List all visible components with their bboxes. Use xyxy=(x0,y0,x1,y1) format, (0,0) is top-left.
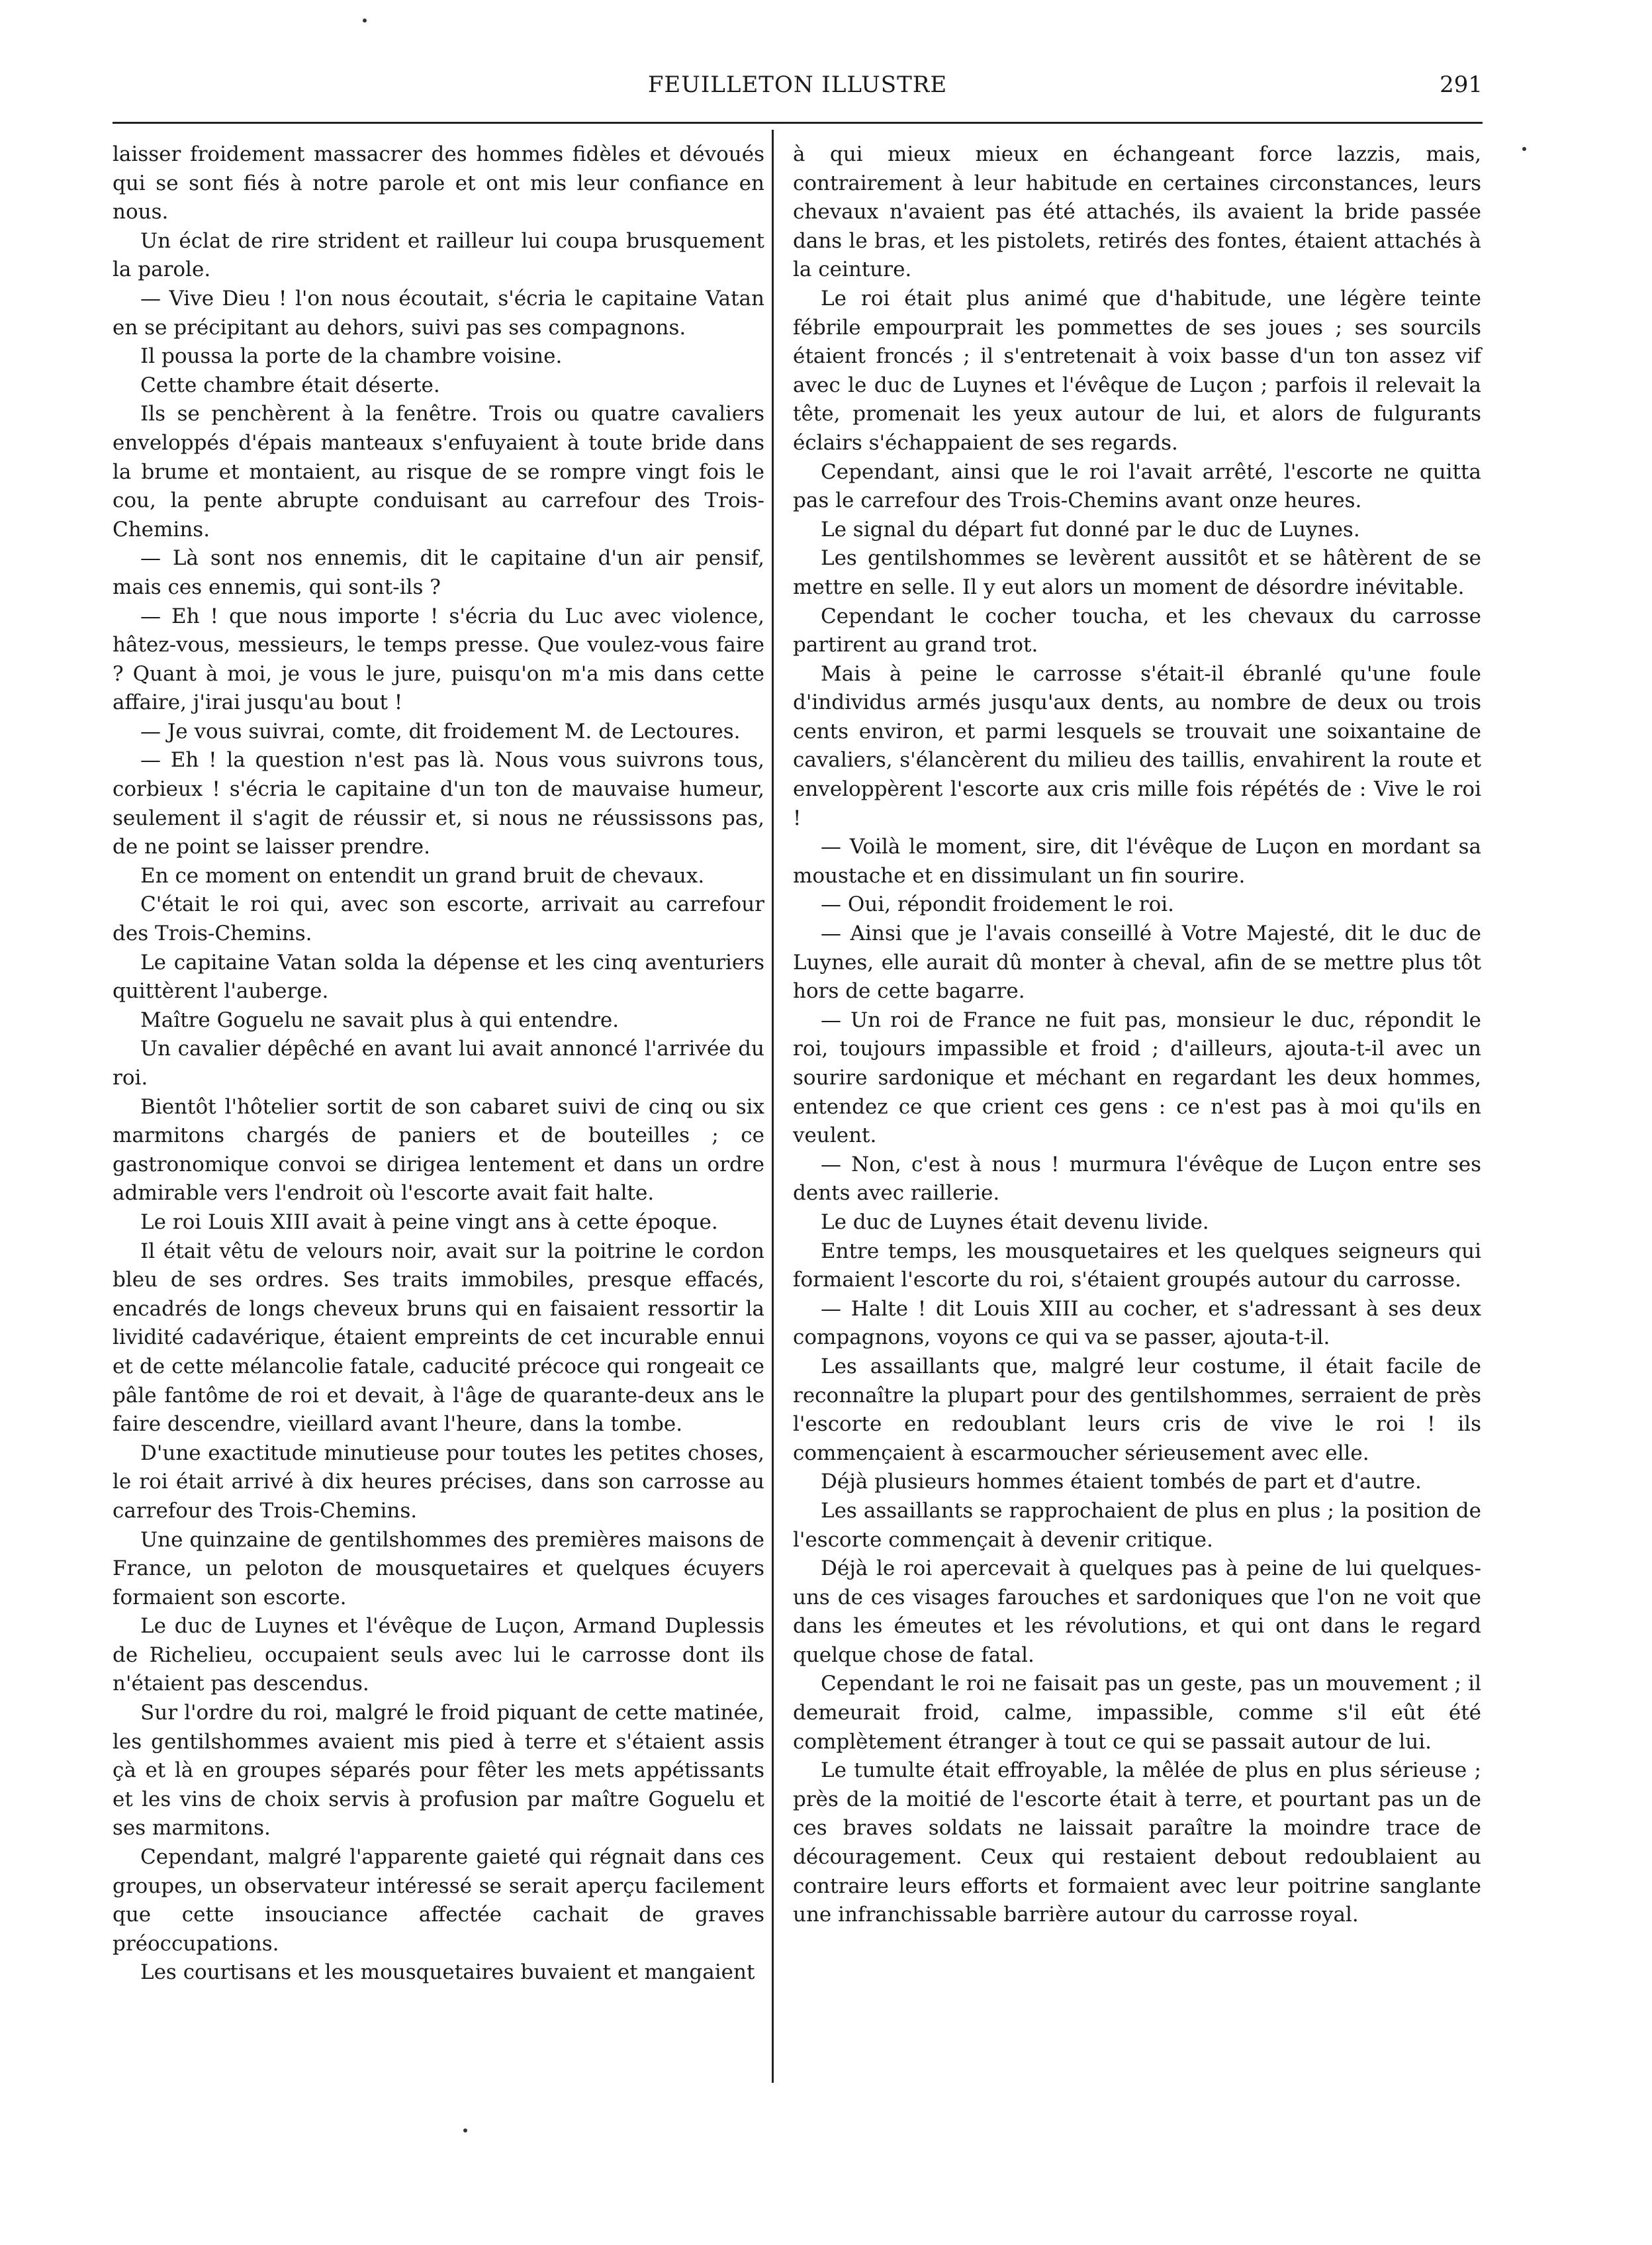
paragraph: Les gentilshommes se levèrent aussitôt et se hâtèrent de se mettre en selle. Il y eut alors un moment de désordre inévitable. xyxy=(793,546,1481,599)
paragraph: — Un roi de France ne fuit pas, monsieur le duc, répondit le roi, toujours impassible et froid ; d'ailleurs, ajouta-t-il avec un sourire sardonique et méchant en regardant les deux hommes, entendez ce que crient ces gens : ce n'est pas à moi qu'ils en veulent. xyxy=(793,1008,1481,1148)
paragraph: Entre temps, les mousquetaires et les quelques seigneurs qui formaient l'escorte du roi, s'étaient groupés autour du carrosse. xyxy=(793,1239,1481,1292)
paragraph: En ce moment on entendit un grand bruit de chevaux. xyxy=(140,863,705,888)
paragraph: D'une exactitude minutieuse pour toutes les petites choses, le roi était arrivé à dix heures précises, dans son carrosse au carrefour des Trois-Chemins. xyxy=(113,1441,764,1523)
right-column xyxy=(793,140,1481,1930)
paragraph: Il poussa la porte de la chambre voisine. xyxy=(140,344,563,369)
paragraph: C'était le roi qui, avec son escorte, arrivait au carrefour des Trois-Chemins. xyxy=(113,892,764,946)
paragraph: — Voilà le moment, sire, dit l'évêque de Luçon en mordant sa moustache et en dissimulant un fin sourire. xyxy=(793,835,1481,888)
paragraph: — Oui, répondit froidement le roi. xyxy=(821,892,1175,917)
paragraph: Cette chambre était déserte. xyxy=(140,373,440,397)
paragraph: Les assaillants que, malgré leur costume, il était facile de reconnaître la plupart pour des gentilshommes, serraient de près l'escorte en redoublant leurs cris de vive le roi ! ils commençaient à escarmoucher sérieusement avec elle. xyxy=(793,1354,1481,1465)
paragraph: — Halte ! dit Louis XIII au cocher, et s'adressant à ses deux compagnons, voyons ce qui va se passer, ajouta-t-il. xyxy=(793,1296,1481,1350)
paragraph: Les assaillants se rapprochaient de plus en plus ; la position de l'escorte commençait à devenir critique. xyxy=(793,1498,1481,1552)
page-number: 291 xyxy=(1440,72,1483,98)
paragraph: Maître Goguelu ne savait plus à qui entendre. xyxy=(140,1008,620,1032)
paragraph: Le tumulte était effroyable, la mêlée de plus en plus sérieuse ; près de la moitié de l'escorte était à terre, et pourtant pas un de ces braves soldats ne laissait paraître la moindre trace de découragement. Ceux qui restaient debout redoublaient au contraire leurs efforts et formaient avec leur poitrine sanglante une infranchissable barrière autour du carrosse royal. xyxy=(793,1758,1481,1927)
paragraph: — Eh ! que nous importe ! s'écria du Luc avec violence, hâtez-vous, messieurs, le temps presse. Que voulez-vous faire ? Quant à moi, je vous le jure, puisqu'on m'a mis dans cette affaire, j'irai jusqu'au bout ! xyxy=(113,604,764,715)
paragraph: Cependant, malgré l'apparente gaieté qui régnait dans ces groupes, un observateur intéressé se serait aperçu facilement que cette insouciance affectée cachait de graves préoccupations. xyxy=(113,1845,764,1956)
paragraph: Cependant le cocher toucha, et les chevaux du carrosse partirent au grand trot. xyxy=(793,604,1481,657)
paragraph: Déjà le roi apercevait à quelques pas à peine de lui quelques-uns de ces visages farouches et sardoniques que l'on ne voit que dans les émeutes et les révolutions, et qui ont dans le regard quelque chose de fatal. xyxy=(793,1556,1481,1667)
paragraph: Cependant le roi ne faisait pas un geste, pas un mouvement ; il demeurait froid, calme, impassible, comme s'il eût été complètement étranger à tout ce qui se passait autour de lui. xyxy=(793,1672,1481,1754)
paragraph: Le capitaine Vatan solda la dépense et les cinq aventuriers quittèrent l'auberge. xyxy=(113,950,764,1004)
paragraph: Les courtisans et les mousquetaires buvaient et mangaient xyxy=(140,1960,755,1985)
paragraph: — Vive Dieu ! l'on nous écoutait, s'écria le capitaine Vatan en se précipitant au dehors, suivi pas ses compagnons. xyxy=(113,286,764,340)
paragraph: — Non, c'est à nous ! murmura l'évêque de Luçon entre ses dents avec raillerie. xyxy=(793,1152,1481,1206)
paragraph: — Là sont nos ennemis, dit le capitaine d'un air pensif, mais ces ennemis, qui sont-ils ? xyxy=(113,546,764,599)
paragraph: Déjà plusieurs hommes étaient tombés de part et d'autre. xyxy=(821,1470,1422,1494)
paragraph: Cependant, ainsi que le roi l'avait arrêté, l'escorte ne quitta pas le carrefour des Trois-Chemins avant onze heures. xyxy=(793,459,1481,513)
paragraph: Le roi Louis XIII avait à peine vingt ans à cette époque. xyxy=(140,1210,718,1234)
paragraph: laisser froidement massacrer des hommes fidèles et dévoués qui se sont fiés à notre parole et ont mis leur confiance en nous. xyxy=(113,142,764,224)
paragraph: Un éclat de rire strident et railleur lui coupa brusquement la parole. xyxy=(113,228,764,282)
paragraph: Le roi était plus animé que d'habitude, une légère teinte fébrile empourprait les pommettes de ses joues ; ses sourcils étaient froncés ; il s'entretenait à voix basse d'un ton assez vif avec le duc de Luynes et l'évêque de Luçon ; parfois il relevait la tête, promenait les yeux autour de lui, et alors de fulgurants éclairs s'échappaient de ses regards. xyxy=(793,286,1481,455)
paragraph: Mais à peine le carrosse s'était-il ébranlé qu'une foule d'individus armés jusqu'aux dents, au nombre de deux ou trois cents environ, et parmi lesquels se trouvait une soixantaine de cavaliers, s'élancèrent du milieu des taillis, envahirent la route et enveloppèrent l'escorte aux cris mille fois répétés de : Vive le roi ! xyxy=(793,661,1481,830)
running-title: FEUILLETON ILLUSTRE xyxy=(647,72,948,98)
paragraph: Sur l'ordre du roi, malgré le froid piquant de cette matinée, les gentilshommes avaient mis pied à terre et s'étaient assis çà et là en groupes séparés pour fêter les mets appétissants et les vins de choix servis à profusion par maître Goguelu et ses marmitons. xyxy=(113,1701,764,1840)
print-speck xyxy=(1522,147,1526,151)
paragraph: — Ainsi que je l'avais conseillé à Votre Majesté, dit le duc de Luynes, elle aurait dû monter à cheval, afin de se mettre plus tôt hors de cette bagarre. xyxy=(793,922,1481,1004)
left-column xyxy=(113,140,764,1987)
paragraph: Bientôt l'hôtelier sortit de son cabaret suivi de cinq ou six marmitons chargés de paniers et de bouteilles ; ce gastronomique convoi se dirigea lentement et dans un ordre admirable vers l'endroit où l'escorte avait fait halte. xyxy=(113,1094,764,1206)
paragraph: — Je vous suivrai, comte, dit froidement M. de Lectoures. xyxy=(140,719,741,743)
paragraph: Un cavalier dépêché en avant lui avait annoncé l'arrivée du roi. xyxy=(113,1037,764,1090)
print-speck xyxy=(363,19,367,23)
paragraph: Le signal du départ fut donné par le duc de Luynes. xyxy=(821,517,1360,542)
paragraph: Le duc de Luynes était devenu livide. xyxy=(821,1210,1209,1234)
paragraph: Une quinzaine de gentilshommes des premières maisons de France, un peloton de mousquetaires et quelques écuyers formaient son escorte. xyxy=(113,1527,764,1609)
paragraph: à qui mieux mieux en échangeant force lazzis, mais, contrairement à leur habitude en certaines circonstances, leurs chevaux n'avaient pas été attachés, ils avaient la bride passée dans le bras, et les pistolets, retirés des fontes, étaient attachés à la ceinture. xyxy=(793,142,1481,282)
page-header xyxy=(113,72,1483,111)
column-divider xyxy=(772,130,774,2083)
header-rule xyxy=(113,122,1483,124)
paragraph: Il était vêtu de velours noir, avait sur la poitrine le cordon bleu de ses ordres. Ses traits immobiles, presque effacés, encadrés de longs cheveux bruns qui en faisaient ressortir la lividité cadavérique, étaient empreints de cet incurable ennui et de cette mélancolie fatale, caducité précoce qui rongeait ce pâle fantôme de roi et devait, à l'âge de quarante-deux ans le faire descendre, vieillard avant l'heure, dans la tombe. xyxy=(113,1239,764,1437)
paragraph: — Eh ! la question n'est pas là. Nous vous suivrons tous, corbieux ! s'écria le capitaine d'un ton de mauvaise humeur, seulement il s'agit de réussir et, si nous ne réussissons pas, de ne point se laisser prendre. xyxy=(113,748,764,859)
paragraph: Ils se penchèrent à la fenêtre. Trois ou quatre cavaliers enveloppés d'épais manteaux s'enfuyaient à toute bride dans la brume et montaient, au risque de se rompre vingt fois le cou, la pente abrupte conduisant au carrefour des Trois-Chemins. xyxy=(113,402,764,542)
print-speck xyxy=(463,2128,467,2132)
paragraph: Le duc de Luynes et l'évêque de Luçon, Armand Duplessis de Richelieu, occupaient seuls avec lui le carrosse dont ils n'étaient pas descendus. xyxy=(113,1614,764,1696)
